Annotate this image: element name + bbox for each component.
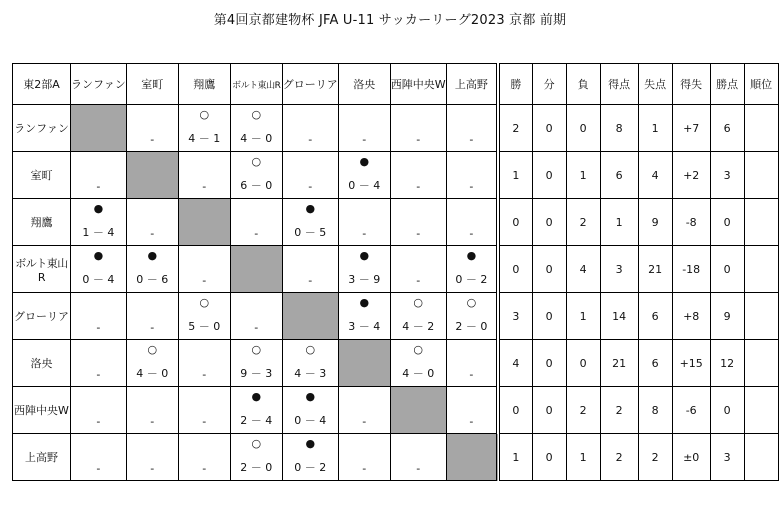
row-team-name: 上高野 xyxy=(13,434,71,481)
row-team-name: 洛央 xyxy=(13,340,71,387)
table-row xyxy=(13,387,779,434)
column-team-header xyxy=(338,64,390,105)
win-mark: ○ xyxy=(251,108,262,121)
stat-value: 2 xyxy=(566,387,600,434)
match-cell xyxy=(338,387,390,434)
win-mark: ○ xyxy=(305,343,316,356)
match-cell xyxy=(390,105,446,152)
team-name: 洛央 xyxy=(353,78,376,91)
stat-value: 9 xyxy=(710,293,744,340)
stat-value: 2 xyxy=(498,105,532,152)
stat-value: 9 xyxy=(638,199,672,246)
match-score: 0 － 2 xyxy=(294,461,327,474)
match-cell xyxy=(282,387,338,434)
stat-value: 0 xyxy=(498,246,532,293)
match-score: 6 － 0 xyxy=(240,179,273,192)
stat-value: -8 xyxy=(672,199,710,246)
stat-value: 1 xyxy=(566,434,600,481)
match-cell xyxy=(178,293,230,340)
no-result-dash: - xyxy=(416,462,421,475)
match-cell xyxy=(282,340,338,387)
no-result-dash: - xyxy=(202,462,207,475)
stat-header: 勝 xyxy=(498,64,532,105)
stat-value: 2 xyxy=(600,434,638,481)
loss-mark: ● xyxy=(466,249,477,262)
stat-value: 6 xyxy=(710,105,744,152)
team-name: 西陣中央W xyxy=(390,78,446,91)
stat-value: +15 xyxy=(672,340,710,387)
self-match-cell xyxy=(230,246,282,293)
column-team-header xyxy=(126,64,178,105)
no-result-dash: - xyxy=(416,227,421,240)
win-mark: ○ xyxy=(413,296,424,309)
table-row xyxy=(13,105,779,152)
stat-value: 1 xyxy=(600,199,638,246)
team-name: ボルト東山R xyxy=(232,80,281,91)
match-cell xyxy=(230,340,282,387)
match-cell xyxy=(71,434,127,481)
match-cell xyxy=(446,340,498,387)
stat-value: +8 xyxy=(672,293,710,340)
stat-value: 0 xyxy=(498,199,532,246)
team-name: 室町 xyxy=(141,78,164,91)
match-score: 4 － 1 xyxy=(188,132,221,145)
win-mark: ○ xyxy=(413,343,424,356)
table-row xyxy=(13,152,779,199)
match-score: 2 － 4 xyxy=(240,414,273,427)
no-result-dash: - xyxy=(150,415,155,428)
match-cell xyxy=(446,105,498,152)
match-cell xyxy=(390,434,446,481)
stat-value: 2 xyxy=(566,199,600,246)
stat-value: 2 xyxy=(600,387,638,434)
match-score: 3 － 4 xyxy=(348,320,381,333)
self-match-cell xyxy=(446,434,498,481)
stat-value: ±0 xyxy=(672,434,710,481)
no-result-dash: - xyxy=(469,368,474,381)
loss-mark: ● xyxy=(359,249,370,262)
match-cell xyxy=(126,199,178,246)
match-score: 9 － 3 xyxy=(240,367,273,380)
stat-value: 0 xyxy=(532,199,566,246)
no-result-dash: - xyxy=(150,133,155,146)
match-score: 4 － 0 xyxy=(240,132,273,145)
match-cell xyxy=(178,105,230,152)
match-score: 2 － 0 xyxy=(455,320,488,333)
match-score: 4 － 2 xyxy=(402,320,435,333)
self-match-cell xyxy=(178,199,230,246)
loss-mark: ● xyxy=(359,296,370,309)
match-cell xyxy=(178,152,230,199)
loss-mark: ● xyxy=(93,249,104,262)
match-cell xyxy=(126,105,178,152)
match-cell xyxy=(71,340,127,387)
no-result-dash: - xyxy=(202,415,207,428)
team-name: グローリア xyxy=(282,78,338,91)
stat-value: 1 xyxy=(638,105,672,152)
no-result-dash: - xyxy=(308,133,313,146)
no-result-dash: - xyxy=(469,180,474,193)
stat-value xyxy=(744,340,778,387)
match-cell xyxy=(338,152,390,199)
win-mark: ○ xyxy=(199,108,210,121)
no-result-dash: - xyxy=(416,180,421,193)
no-result-dash: - xyxy=(96,462,101,475)
row-team-name: 室町 xyxy=(13,152,71,199)
stat-value xyxy=(744,152,778,199)
match-score: 0 － 6 xyxy=(136,273,169,286)
stat-value: 2 xyxy=(638,434,672,481)
match-score: 0 － 4 xyxy=(82,273,115,286)
stat-value: 3 xyxy=(710,152,744,199)
no-result-dash: - xyxy=(202,274,207,287)
match-score: 2 － 0 xyxy=(240,461,273,474)
no-result-dash: - xyxy=(254,227,259,240)
self-match-cell xyxy=(71,105,127,152)
no-result-dash: - xyxy=(254,321,259,334)
no-result-dash: - xyxy=(96,321,101,334)
no-result-dash: - xyxy=(362,133,367,146)
match-cell xyxy=(71,152,127,199)
no-result-dash: - xyxy=(150,321,155,334)
row-team-name: ボルト東山R xyxy=(13,246,71,293)
match-cell xyxy=(446,152,498,199)
stat-value: +2 xyxy=(672,152,710,199)
stat-value: 0 xyxy=(532,340,566,387)
loss-mark: ● xyxy=(359,155,370,168)
stat-value xyxy=(744,434,778,481)
stat-value xyxy=(744,246,778,293)
stat-header: 失点 xyxy=(638,64,672,105)
match-cell xyxy=(282,199,338,246)
row-team-name: 西陣中央W xyxy=(13,387,71,434)
win-mark: ○ xyxy=(466,296,477,309)
self-match-cell xyxy=(390,387,446,434)
no-result-dash: - xyxy=(96,180,101,193)
match-score: 5 － 0 xyxy=(188,320,221,333)
match-cell xyxy=(230,434,282,481)
no-result-dash: - xyxy=(469,227,474,240)
loss-mark: ● xyxy=(305,390,316,403)
no-result-dash: - xyxy=(469,415,474,428)
stat-value: 4 xyxy=(638,152,672,199)
no-result-dash: - xyxy=(362,415,367,428)
match-cell xyxy=(446,199,498,246)
stat-value: 12 xyxy=(710,340,744,387)
stat-value: 21 xyxy=(600,340,638,387)
stat-value: 0 xyxy=(532,387,566,434)
stat-value xyxy=(744,387,778,434)
match-cell xyxy=(390,199,446,246)
table-row xyxy=(13,293,779,340)
table-row xyxy=(13,246,779,293)
match-cell xyxy=(178,434,230,481)
self-match-cell xyxy=(282,293,338,340)
stat-value: 0 xyxy=(532,434,566,481)
stat-value: +7 xyxy=(672,105,710,152)
no-result-dash: - xyxy=(416,274,421,287)
no-result-dash: - xyxy=(308,180,313,193)
match-cell xyxy=(338,105,390,152)
match-cell xyxy=(390,293,446,340)
match-cell xyxy=(71,246,127,293)
stat-value: -18 xyxy=(672,246,710,293)
match-cell xyxy=(338,199,390,246)
stat-value xyxy=(744,199,778,246)
match-cell xyxy=(126,387,178,434)
stat-value: 21 xyxy=(638,246,672,293)
match-cell xyxy=(71,199,127,246)
match-cell xyxy=(446,293,498,340)
match-score: 0 － 4 xyxy=(348,179,381,192)
stat-value: 0 xyxy=(532,246,566,293)
no-result-dash: - xyxy=(362,462,367,475)
table-row xyxy=(13,340,779,387)
stat-value xyxy=(744,105,778,152)
stat-value: 4 xyxy=(566,246,600,293)
column-team-header xyxy=(446,64,498,105)
match-score: 4 － 3 xyxy=(294,367,327,380)
stat-value: 0 xyxy=(710,246,744,293)
row-team-name: 翔鷹 xyxy=(13,199,71,246)
corner-label: 東2部A xyxy=(13,64,71,105)
match-cell xyxy=(126,293,178,340)
stat-value: 0 xyxy=(710,387,744,434)
match-cell xyxy=(338,246,390,293)
match-cell xyxy=(178,387,230,434)
column-team-header xyxy=(390,64,446,105)
row-team-name: グローリア xyxy=(13,293,71,340)
stat-value: 0 xyxy=(498,387,532,434)
match-cell xyxy=(282,105,338,152)
team-name: 翔鷹 xyxy=(193,78,216,91)
loss-mark: ● xyxy=(305,437,316,450)
no-result-dash: - xyxy=(362,227,367,240)
match-cell xyxy=(338,434,390,481)
no-result-dash: - xyxy=(308,274,313,287)
match-cell xyxy=(178,246,230,293)
match-score: 1 － 4 xyxy=(82,226,115,239)
match-cell xyxy=(230,387,282,434)
match-cell xyxy=(446,387,498,434)
stat-value: 1 xyxy=(566,152,600,199)
stat-value: 6 xyxy=(600,152,638,199)
win-mark: ○ xyxy=(147,343,158,356)
match-cell xyxy=(178,340,230,387)
stat-value: 0 xyxy=(566,340,600,387)
match-score: 4 － 0 xyxy=(402,367,435,380)
win-mark: ○ xyxy=(251,437,262,450)
column-team-header xyxy=(282,64,338,105)
league-table xyxy=(12,63,779,481)
column-team-header xyxy=(71,64,127,105)
stat-value: 1 xyxy=(566,293,600,340)
stat-header: 勝点 xyxy=(710,64,744,105)
stat-value: 4 xyxy=(498,340,532,387)
stat-value: 0 xyxy=(532,152,566,199)
match-cell xyxy=(126,246,178,293)
stat-value xyxy=(744,293,778,340)
match-cell xyxy=(126,434,178,481)
stat-value: 3 xyxy=(498,293,532,340)
column-team-header xyxy=(178,64,230,105)
stat-header: 得点 xyxy=(600,64,638,105)
stat-value: 6 xyxy=(638,293,672,340)
no-result-dash: - xyxy=(96,368,101,381)
stat-value: 8 xyxy=(638,387,672,434)
no-result-dash: - xyxy=(202,368,207,381)
match-cell xyxy=(230,199,282,246)
table-row xyxy=(13,434,779,481)
row-team-name: ランファン xyxy=(13,105,71,152)
match-cell xyxy=(282,434,338,481)
match-cell xyxy=(230,105,282,152)
match-score: 0 － 4 xyxy=(294,414,327,427)
match-score: 0 － 5 xyxy=(294,226,327,239)
loss-mark: ● xyxy=(93,202,104,215)
no-result-dash: - xyxy=(202,180,207,193)
stat-value: 1 xyxy=(498,152,532,199)
match-cell xyxy=(390,340,446,387)
no-result-dash: - xyxy=(150,227,155,240)
stat-header: 負 xyxy=(566,64,600,105)
no-result-dash: - xyxy=(416,133,421,146)
table-row xyxy=(13,199,779,246)
match-cell xyxy=(230,293,282,340)
loss-mark: ● xyxy=(251,390,262,403)
match-score: 0 － 2 xyxy=(455,273,488,286)
stat-header: 分 xyxy=(532,64,566,105)
match-cell xyxy=(390,246,446,293)
team-name: ランファン xyxy=(71,78,126,91)
match-cell xyxy=(126,340,178,387)
header-row xyxy=(13,64,779,105)
stat-header: 順位 xyxy=(744,64,778,105)
stat-value: 0 xyxy=(566,105,600,152)
stat-value: 14 xyxy=(600,293,638,340)
loss-mark: ● xyxy=(147,249,158,262)
match-cell xyxy=(390,152,446,199)
stat-value: 0 xyxy=(532,105,566,152)
match-score: 4 － 0 xyxy=(136,367,169,380)
no-result-dash: - xyxy=(96,415,101,428)
match-cell xyxy=(282,152,338,199)
stat-value: 3 xyxy=(600,246,638,293)
match-cell xyxy=(446,246,498,293)
stat-value: -6 xyxy=(672,387,710,434)
stat-value: 6 xyxy=(638,340,672,387)
match-cell xyxy=(282,246,338,293)
stat-value: 3 xyxy=(710,434,744,481)
match-score: 3 － 9 xyxy=(348,273,381,286)
no-result-dash: - xyxy=(150,462,155,475)
match-cell xyxy=(71,387,127,434)
column-team-header xyxy=(230,64,282,105)
team-name: 上高野 xyxy=(454,78,488,91)
self-match-cell xyxy=(338,340,390,387)
stat-value: 0 xyxy=(532,293,566,340)
page-title: 第4回京都建物杯 JFA U-11 サッカーリーグ2023 京都 前期 xyxy=(213,13,567,28)
loss-mark: ● xyxy=(305,202,316,215)
win-mark: ○ xyxy=(251,343,262,356)
stat-header: 得失 xyxy=(672,64,710,105)
match-cell xyxy=(338,293,390,340)
self-match-cell xyxy=(126,152,178,199)
stat-value: 0 xyxy=(710,199,744,246)
stat-value: 1 xyxy=(498,434,532,481)
match-cell xyxy=(71,293,127,340)
stat-value: 8 xyxy=(600,105,638,152)
match-cell xyxy=(230,152,282,199)
win-mark: ○ xyxy=(199,296,210,309)
no-result-dash: - xyxy=(469,133,474,146)
win-mark: ○ xyxy=(251,155,262,168)
